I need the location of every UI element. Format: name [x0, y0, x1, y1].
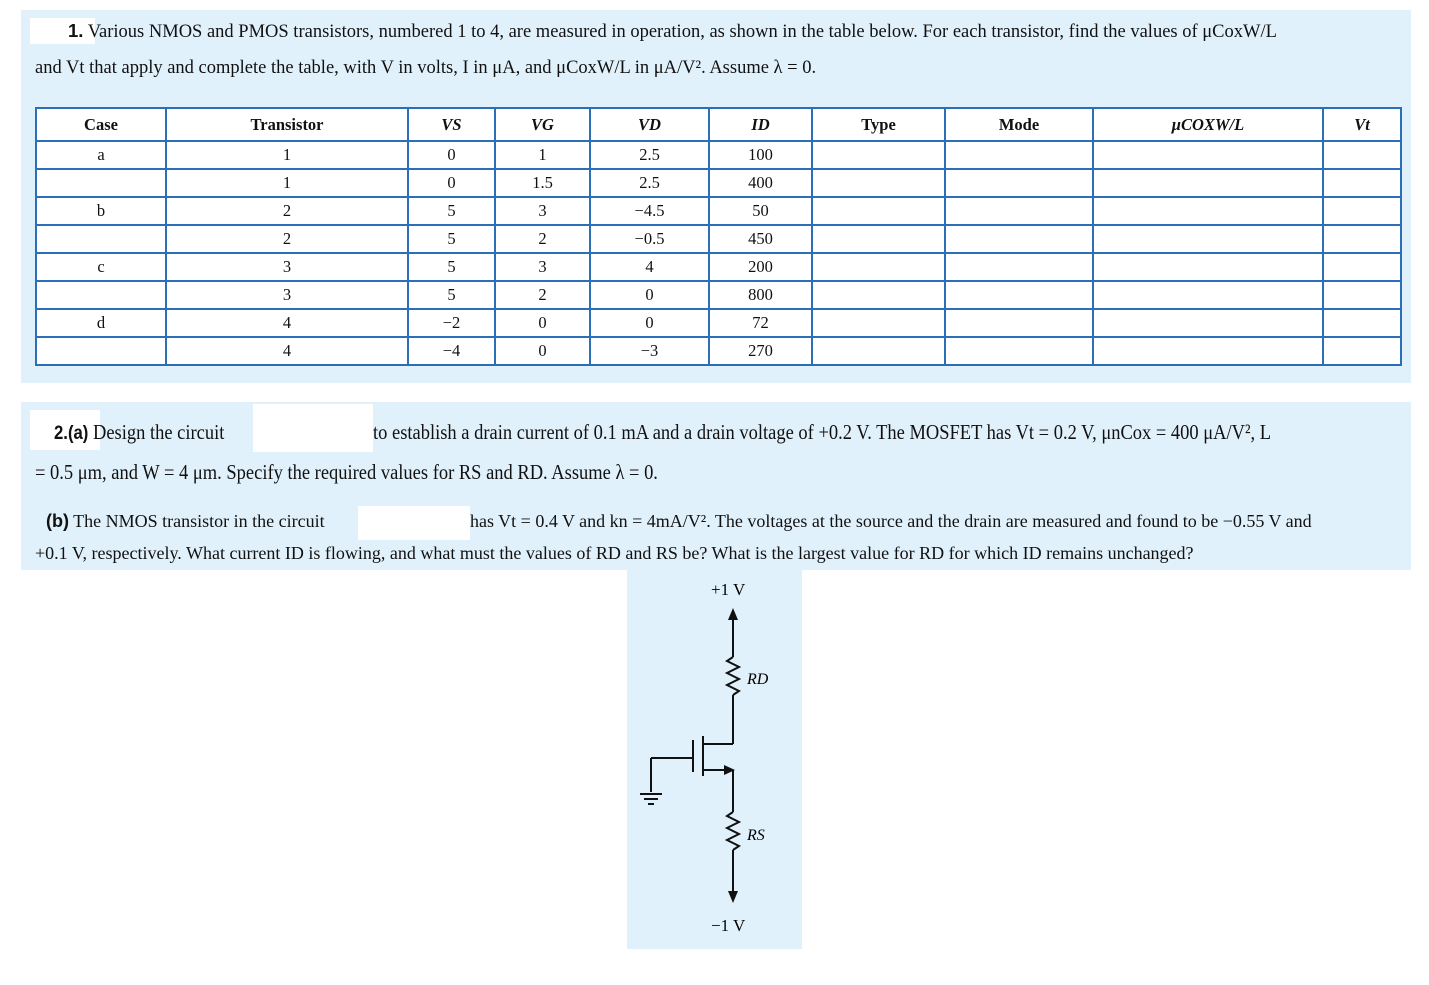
- cell-vt: [1323, 253, 1401, 281]
- question-2a-label: 2.(a): [54, 423, 89, 444]
- question-2b-line-1: [46, 511, 325, 532]
- cell-vg: 1.5: [495, 169, 590, 197]
- header-mode: Mode: [945, 108, 1093, 141]
- cell-id: 100: [709, 141, 812, 169]
- question-2a-text-after: to establish a drain current of 0.1 mA and a drain voltage of +0.2 V. The MOSFET has Vt = 0.2 V, μnCox = 400 μA/V², L: [373, 420, 1272, 444]
- header-id: ID: [709, 108, 812, 141]
- cell-vd: 0: [590, 281, 709, 309]
- cell-case: d: [36, 309, 166, 337]
- cell-vg: 2: [495, 281, 590, 309]
- cell-type: [812, 281, 945, 309]
- cell-id: 50: [709, 197, 812, 225]
- cell-mode: [945, 197, 1093, 225]
- question-2a-image-placeholder: [253, 404, 373, 452]
- cell-vd: −0.5: [590, 225, 709, 253]
- cell-mode: [945, 141, 1093, 169]
- header-vd: VD: [590, 108, 709, 141]
- question-1-number: 1.: [68, 20, 84, 41]
- supply-bottom-arrow-icon: [728, 891, 738, 903]
- cell-mode: [945, 337, 1093, 365]
- question-2b-text-after: has Vt = 0.4 V and kn = 4mA/V². The voltages at the source and the drain are measured and found to be −0.55 V and: [470, 511, 1312, 531]
- cell-vg: 2: [495, 225, 590, 253]
- cell-id: 450: [709, 225, 812, 253]
- cell-vd: −3: [590, 337, 709, 365]
- cell-ucoxwl: [1093, 225, 1323, 253]
- rd-label: RD: [747, 671, 769, 688]
- cell-ucoxwl: [1093, 253, 1323, 281]
- supply-top-label: +1 V: [711, 580, 746, 599]
- header-case: Case: [36, 108, 166, 141]
- cell-vg: 0: [495, 309, 590, 337]
- cell-type: [812, 337, 945, 365]
- cell-id: 72: [709, 309, 812, 337]
- cell-vs: 5: [408, 281, 495, 309]
- question-2b-image-placeholder: [358, 506, 470, 540]
- cell-vs: −4: [408, 337, 495, 365]
- supply-bottom-label: −1 V: [711, 916, 746, 935]
- cell-transistor: 3: [166, 281, 408, 309]
- cell-ucoxwl: [1093, 281, 1323, 309]
- cell-ucoxwl: [1093, 337, 1323, 365]
- cell-vt: [1323, 281, 1401, 309]
- table-row: [36, 337, 1401, 365]
- cell-mode: [945, 225, 1093, 253]
- header-vt: Vt: [1323, 108, 1401, 141]
- header-transistor: Transistor: [166, 108, 408, 141]
- table-row: [36, 281, 1401, 309]
- cell-vs: 0: [408, 141, 495, 169]
- rs-resistor: [727, 812, 739, 850]
- cell-vg: 3: [495, 197, 590, 225]
- cell-vt: [1323, 337, 1401, 365]
- cell-transistor: 1: [166, 169, 408, 197]
- cell-type: [812, 197, 945, 225]
- cell-transistor: 3: [166, 253, 408, 281]
- table-row: [36, 141, 1401, 169]
- cell-type: [812, 225, 945, 253]
- cell-ucoxwl: [1093, 197, 1323, 225]
- question-2a-line-1: [54, 420, 224, 445]
- cell-vs: −2: [408, 309, 495, 337]
- cell-transistor: 2: [166, 197, 408, 225]
- cell-vg: 0: [495, 337, 590, 365]
- cell-case: c: [36, 253, 166, 281]
- cell-ucoxwl: [1093, 169, 1323, 197]
- question-1-text-line-1: Various NMOS and PMOS transistors, numbered 1 to 4, are measured in operation, as shown in the table below. For each transistor, find the values of μCoxW/L: [87, 22, 1277, 42]
- cell-transistor: 2: [166, 225, 408, 253]
- cell-transistor: 4: [166, 337, 408, 365]
- cell-vd: 0: [590, 309, 709, 337]
- cell-vg: 3: [495, 253, 590, 281]
- cell-case: [36, 169, 166, 197]
- table-header-row: [36, 108, 1401, 141]
- cell-id: 800: [709, 281, 812, 309]
- cell-mode: [945, 253, 1093, 281]
- cell-vs: 5: [408, 225, 495, 253]
- header-vs: VS: [408, 108, 495, 141]
- question-2a-text-before: Design the circuit: [93, 420, 225, 444]
- cell-ucoxwl: [1093, 141, 1323, 169]
- table-row: [36, 225, 1401, 253]
- cell-case: [36, 337, 166, 365]
- cell-vd: 2.5: [590, 169, 709, 197]
- cell-vt: [1323, 169, 1401, 197]
- cell-vd: 4: [590, 253, 709, 281]
- header-vg: VG: [495, 108, 590, 141]
- cell-type: [812, 253, 945, 281]
- cell-type: [812, 169, 945, 197]
- question-2b-text-before: The NMOS transistor in the circuit: [73, 511, 325, 531]
- cell-vd: −4.5: [590, 197, 709, 225]
- cell-case: [36, 281, 166, 309]
- question-2b-line-2: +0.1 V, respectively. What current ID is flowing, and what must the values of RD and RS be? What is the largest value for RD for which ID remains unchanged?: [35, 543, 1194, 563]
- cell-id: 400: [709, 169, 812, 197]
- cell-case: b: [36, 197, 166, 225]
- cell-vs: 5: [408, 197, 495, 225]
- question-2b-label: (b): [46, 511, 69, 531]
- cell-vt: [1323, 225, 1401, 253]
- table-row: [36, 309, 1401, 337]
- cell-case: [36, 225, 166, 253]
- cell-mode: [945, 309, 1093, 337]
- cell-vd: 2.5: [590, 141, 709, 169]
- rs-label: RS: [747, 827, 765, 844]
- rd-resistor: [727, 657, 739, 695]
- table-row: [36, 253, 1401, 281]
- question-2a-line-2: = 0.5 μm, and W = 4 μm. Specify the required values for RS and RD. Assume λ = 0.: [35, 460, 658, 484]
- header-type: Type: [812, 108, 945, 141]
- cell-case: a: [36, 141, 166, 169]
- nmos-circuit-diagram: [627, 570, 802, 949]
- supply-top-arrow-icon: [728, 608, 738, 620]
- cell-type: [812, 309, 945, 337]
- cell-vs: 0: [408, 169, 495, 197]
- cell-vt: [1323, 141, 1401, 169]
- question-1-line-2: and Vt that apply and complete the table, with V in volts, I in μA, and μCoxW/L in μA/V². Assume λ = 0.: [35, 58, 817, 78]
- cell-vg: 1: [495, 141, 590, 169]
- table-row: [36, 197, 1401, 225]
- cell-vt: [1323, 197, 1401, 225]
- cell-mode: [945, 281, 1093, 309]
- cell-vt: [1323, 309, 1401, 337]
- cell-mode: [945, 169, 1093, 197]
- cell-transistor: 4: [166, 309, 408, 337]
- header-ucoxwl: μCOXW/L: [1093, 108, 1323, 141]
- cell-type: [812, 141, 945, 169]
- cell-transistor: 1: [166, 141, 408, 169]
- cell-vs: 5: [408, 253, 495, 281]
- question-1-line-1: [68, 20, 1277, 43]
- cell-id: 200: [709, 253, 812, 281]
- measurement-table: [35, 107, 1402, 366]
- cell-ucoxwl: [1093, 309, 1323, 337]
- table-row: [36, 169, 1401, 197]
- cell-id: 270: [709, 337, 812, 365]
